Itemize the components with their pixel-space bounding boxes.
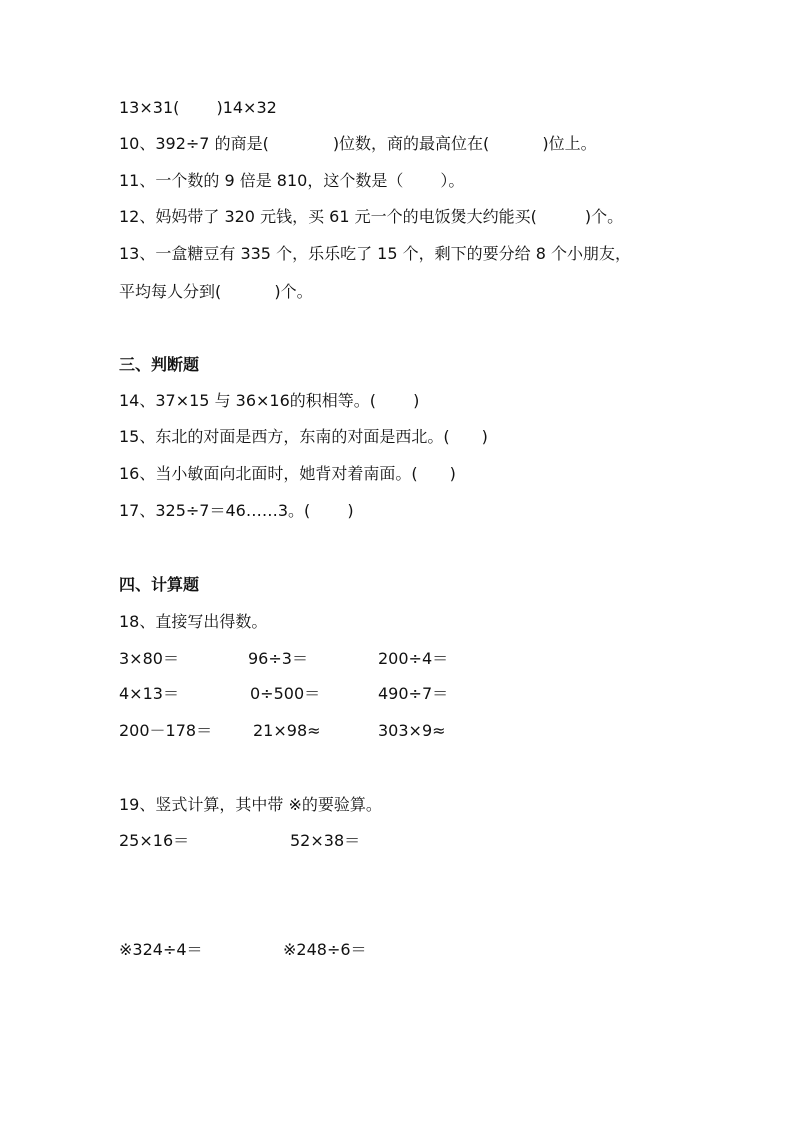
question-16: 16、当小敏面向北面时，她背对着南面。( ) xyxy=(119,464,456,483)
calc-item: 490÷7＝ xyxy=(378,684,449,703)
question-19: 19、竖式计算，其中带 ※的要验算。 xyxy=(119,795,382,814)
vertical-calc-item: ※324÷4＝ xyxy=(119,940,203,959)
question-13-line2: 平均每人分到( )个。 xyxy=(119,282,313,301)
calc-item: 200－178＝ xyxy=(119,721,213,740)
question-17: 17、325÷7＝46……3。( ) xyxy=(119,501,354,520)
question-15: 15、东北的对面是西方，东南的对面是西北。( ) xyxy=(119,427,488,446)
question-14: 14、37×15 与 36×16的积相等。( ) xyxy=(119,391,420,410)
question-10: 10、392÷7 的商是( )位数，商的最高位在( )位上。 xyxy=(119,134,597,153)
calc-item: 3×80＝ xyxy=(119,649,179,668)
vertical-calc-item: 52×38＝ xyxy=(290,831,361,850)
calc-item: 0÷500＝ xyxy=(250,684,321,703)
calc-item: 303×9≈ xyxy=(378,721,446,740)
question-13x31-compare: 13×31( )14×32 xyxy=(119,98,277,117)
question-13-line1: 13、一盒糖豆有 335 个，乐乐吃了 15 个，剩下的要分给 8 个小朋友， xyxy=(119,244,631,263)
calc-item: 96÷3＝ xyxy=(248,649,308,668)
question-11: 11、一个数的 9 倍是 810，这个数是（ ）。 xyxy=(119,171,465,190)
section-3-heading: 三、判断题 xyxy=(119,355,200,374)
vertical-calc-item: ※248÷6＝ xyxy=(283,940,367,959)
question-12: 12、妈妈带了 320 元钱，买 61 元一个的电饭煲大约能买( )个。 xyxy=(119,207,624,226)
question-18: 18、直接写出得数。 xyxy=(119,612,268,631)
calc-item: 200÷4＝ xyxy=(378,649,449,668)
calc-item: 21×98≈ xyxy=(253,721,321,740)
section-4-heading: 四、计算题 xyxy=(119,575,200,594)
calc-item: 4×13＝ xyxy=(119,684,179,703)
vertical-calc-item: 25×16＝ xyxy=(119,831,190,850)
